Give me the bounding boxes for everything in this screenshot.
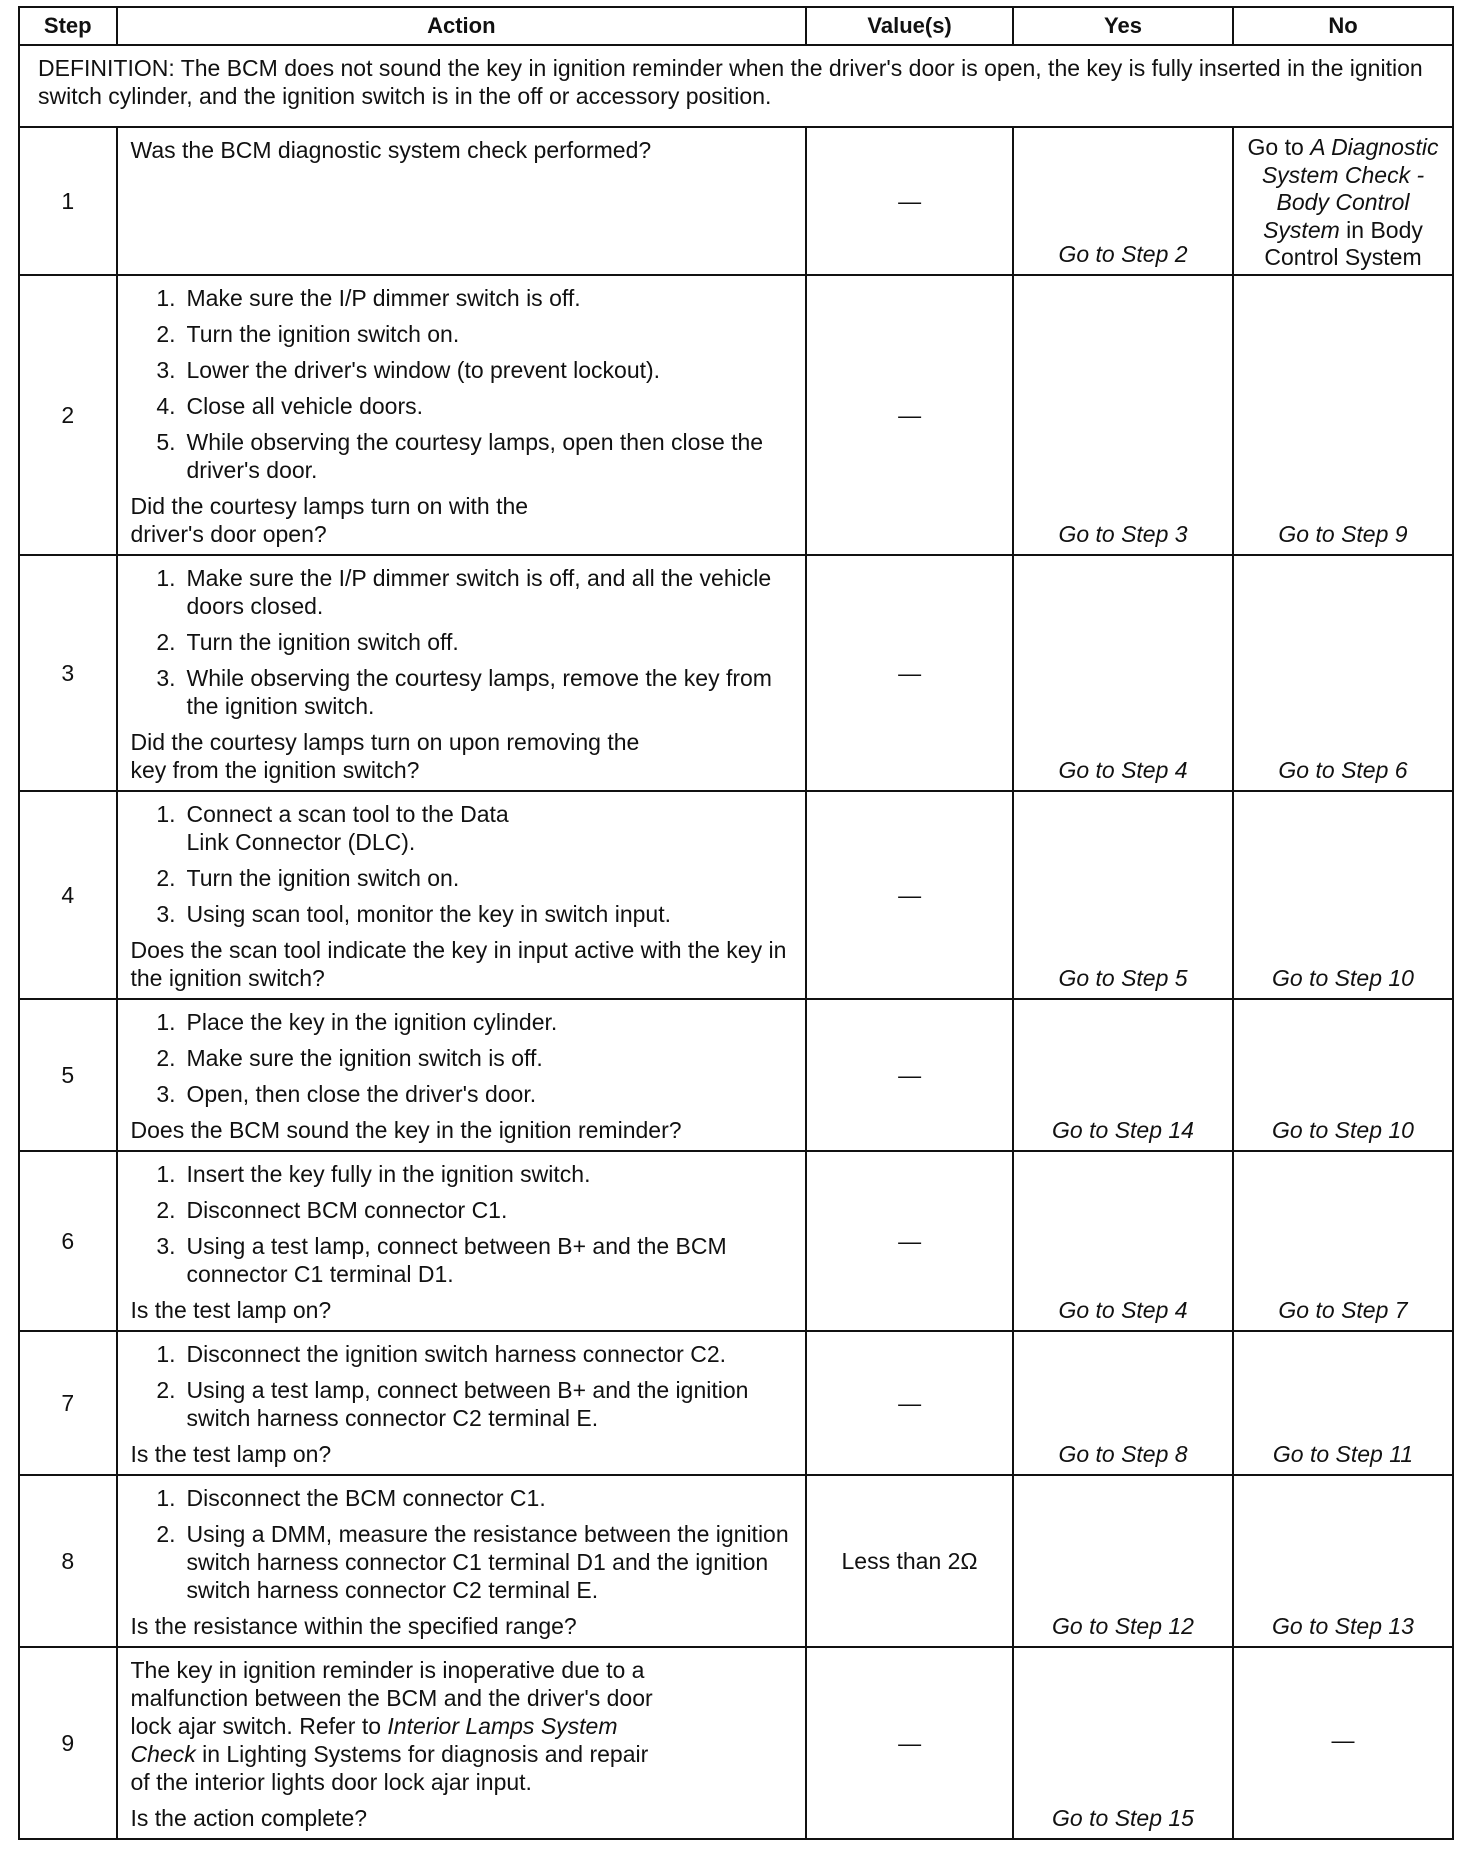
action-item: 2. Turn the ignition switch on. (156, 865, 460, 891)
no-cell: Go to Step 7 (1233, 1151, 1453, 1331)
action-list (131, 1340, 792, 1432)
value-cell: — (806, 1331, 1013, 1475)
action-question: Was the BCM diagnostic system check performed? (130, 137, 652, 163)
action-question: Does the BCM sound the key in the ignition reminder? (130, 1117, 682, 1143)
action-question: Did the courtesy lamps turn on upon removing the key from the ignition switch? (130, 729, 640, 783)
step-number: 5 (19, 999, 117, 1151)
action-item: 4. Close all vehicle doors. (156, 393, 424, 419)
no-cell: Go to Step 10 (1233, 791, 1453, 999)
header-row (19, 7, 1453, 45)
action-item: 1. Disconnect the BCM connector C1. (156, 1485, 546, 1511)
action-cell (117, 555, 807, 791)
paragraph-text: in Lighting Systems for diagnosis and repair of the interior lights door lock ajar input. (130, 1741, 649, 1795)
action-item: 1. Place the key in the ignition cylinder. (156, 1009, 558, 1035)
action-item: 3. Using scan tool, monitor the key in switch input. (156, 901, 672, 927)
step-number: 3 (19, 555, 117, 791)
value-cell: — (806, 1647, 1013, 1839)
yes-cell: Go to Step 8 (1013, 1331, 1233, 1475)
action-item: 5. While observing the courtesy lamps, open then close the driver's door. (156, 429, 764, 483)
no-cell: Go to Step 11 (1233, 1331, 1453, 1475)
action-item: 1. Connect a scan tool to the Data Link Connector (DLC). (156, 801, 509, 855)
action-question: Is the action complete? (130, 1805, 368, 1831)
no-cell (1233, 127, 1453, 275)
table-row (19, 1151, 1453, 1331)
action-question: Is the test lamp on? (130, 1297, 332, 1323)
yes-cell: Go to Step 5 (1013, 791, 1233, 999)
table-row (19, 1475, 1453, 1647)
action-item: 3. Open, then close the driver's door. (156, 1081, 537, 1107)
action-list (131, 1008, 792, 1108)
value-cell: — (806, 999, 1013, 1151)
action-cell (117, 1331, 807, 1475)
table-row (19, 1647, 1453, 1839)
yes-cell: Go to Step 2 (1013, 127, 1233, 275)
action-item: 3. Using a test lamp, connect between B+ and the BCM connector C1 terminal D1. (156, 1233, 727, 1287)
action-question: Is the resistance within the specified range? (130, 1613, 577, 1639)
action-item: 3. While observing the courtesy lamps, remove the key from the ignition switch. (156, 665, 772, 719)
action-item: 2. Using a test lamp, connect between B+ and the ignition switch harness connector C2 terminal E. (156, 1377, 749, 1431)
step-number: 8 (19, 1475, 117, 1647)
step-number: 1 (19, 127, 117, 275)
action-item: 1. Disconnect the ignition switch harness connector C2. (156, 1341, 727, 1367)
yes-cell: Go to Step 14 (1013, 999, 1233, 1151)
action-cell (117, 127, 807, 275)
action-paragraph (131, 1656, 671, 1796)
table-row (19, 127, 1453, 275)
action-cell (117, 275, 807, 555)
step-number: 9 (19, 1647, 117, 1839)
no-text-prefix: Go to (1247, 134, 1311, 160)
step-number: 7 (19, 1331, 117, 1475)
no-cell: Go to Step 6 (1233, 555, 1453, 791)
table-row (19, 791, 1453, 999)
no-text-suffix: in Body Control System (1264, 216, 1423, 270)
table-row (19, 555, 1453, 791)
action-list (131, 564, 792, 720)
action-item: 2. Turn the ignition switch on. (156, 321, 460, 347)
value-cell: Less than 2Ω (806, 1475, 1013, 1647)
action-cell (117, 1647, 807, 1839)
table-row (19, 999, 1453, 1151)
header-no: No (1233, 7, 1453, 45)
action-list (131, 284, 792, 484)
definition-row (19, 45, 1453, 127)
step-number: 6 (19, 1151, 117, 1331)
action-list (131, 800, 792, 928)
value-cell: — (806, 791, 1013, 999)
action-cell (117, 1475, 807, 1647)
value-cell: — (806, 1151, 1013, 1331)
action-cell (117, 791, 807, 999)
header-step: Step (19, 7, 117, 45)
no-cell: Go to Step 10 (1233, 999, 1453, 1151)
action-question: Does the scan tool indicate the key in input active with the key in the ignition switch? (130, 937, 787, 991)
no-cell: Go to Step 9 (1233, 275, 1453, 555)
value-cell: — (806, 555, 1013, 791)
step-number: 4 (19, 791, 117, 999)
action-item: 1. Insert the key fully in the ignition switch. (156, 1161, 591, 1187)
header-yes: Yes (1013, 7, 1233, 45)
action-list (131, 1160, 792, 1288)
action-list (131, 1484, 792, 1604)
yes-cell: Go to Step 15 (1013, 1647, 1233, 1839)
action-item: 2. Disconnect BCM connector C1. (156, 1197, 508, 1223)
header-values: Value(s) (806, 7, 1013, 45)
yes-cell: Go to Step 4 (1013, 1151, 1233, 1331)
action-item: 2. Make sure the ignition switch is off. (156, 1045, 543, 1071)
action-cell (117, 1151, 807, 1331)
table-row (19, 275, 1453, 555)
action-cell (117, 999, 807, 1151)
action-item: 2. Turn the ignition switch off. (156, 629, 459, 655)
no-cell: — (1233, 1647, 1453, 1839)
action-question: Did the courtesy lamps turn on with the driver's door open? (130, 493, 529, 547)
action-item: 3. Lower the driver's window (to prevent lockout). (156, 357, 661, 383)
action-item: 1. Make sure the I/P dimmer switch is off, and all the vehicle doors closed. (156, 565, 772, 619)
action-item: 2. Using a DMM, measure the resistance between the ignition switch harness connector C1 terminal D1 and the ignition switch harness connector C2 terminal E. (156, 1521, 789, 1603)
value-cell: — (806, 275, 1013, 555)
paragraph-text: The key in ignition reminder is inoperative due to a malfunction between the BCM and the driver's door lock ajar switch. Refer to (130, 1657, 653, 1739)
header-action: Action (117, 7, 807, 45)
step-number: 2 (19, 275, 117, 555)
table-row (19, 1331, 1453, 1475)
no-text-reference: A Diagnostic System Check - Body Control System (1261, 134, 1439, 243)
definition-text: DEFINITION: The BCM does not sound the key in ignition reminder when the driver's door is open, the key is fully inserted in the ignition switch cylinder, and the ignition switch is in the off or accessory position. (19, 45, 1453, 127)
yes-cell: Go to Step 4 (1013, 555, 1233, 791)
diagnostic-table (18, 6, 1454, 1840)
no-cell: Go to Step 13 (1233, 1475, 1453, 1647)
action-question: Is the test lamp on? (130, 1441, 332, 1467)
yes-cell: Go to Step 3 (1013, 275, 1233, 555)
paragraph-reference: Interior Lamps System Check (130, 1713, 618, 1767)
value-cell: — (806, 127, 1013, 275)
action-item: 1. Make sure the I/P dimmer switch is off. (156, 285, 581, 311)
yes-cell: Go to Step 12 (1013, 1475, 1233, 1647)
